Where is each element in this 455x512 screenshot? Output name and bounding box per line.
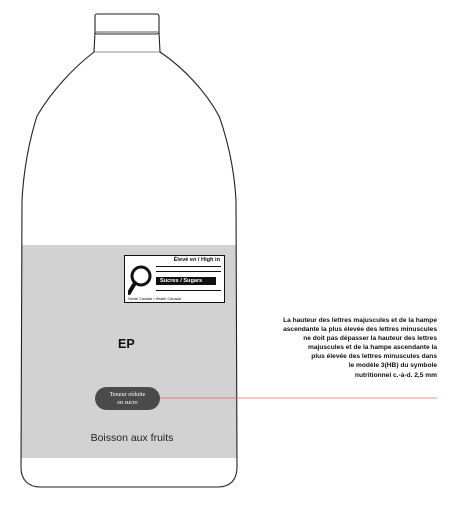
high-in-heading: Élevé en / High in [173, 257, 220, 263]
product-name: Boisson aux fruits [90, 432, 174, 444]
callout-line: nutritionnel c.-à-d. 2,5 mm [354, 371, 437, 379]
callout-line: ne doit pas dépasser la hauteur des lettres [303, 335, 437, 343]
sugars-label: Sucres / Sugars [160, 278, 203, 284]
callout-line: le modèle 3(HB) du symbole [348, 362, 437, 370]
callout-line: majuscules et de la hampe ascendante la [308, 344, 437, 352]
symbol-rule-top [156, 266, 221, 267]
magnifying-glass-icon [128, 264, 158, 296]
claim-line-2: en sucre [117, 398, 138, 406]
product-code: EP [118, 337, 135, 351]
bottle-cap [95, 14, 159, 34]
symbol-rule-middle [156, 271, 221, 272]
regulatory-callout-text [238, 316, 437, 380]
symbol-rule-bottom [156, 290, 221, 291]
front-of-pack-nutrition-symbol [124, 255, 225, 303]
callout-line: plus élevée des lettres minuscules dans [311, 353, 437, 361]
agency-attribution: Santé Canada / Health Canada [128, 297, 181, 301]
sugars-nutrient-bar [156, 277, 216, 285]
callout-line: La hauteur des lettres majuscules et de la hampe [283, 317, 437, 324]
reduced-sugar-claim-badge [95, 387, 160, 410]
claim-line-1: Teneur réduite [109, 391, 146, 398]
callout-line: ascendante la plus élevée des lettres minuscules [283, 326, 437, 334]
